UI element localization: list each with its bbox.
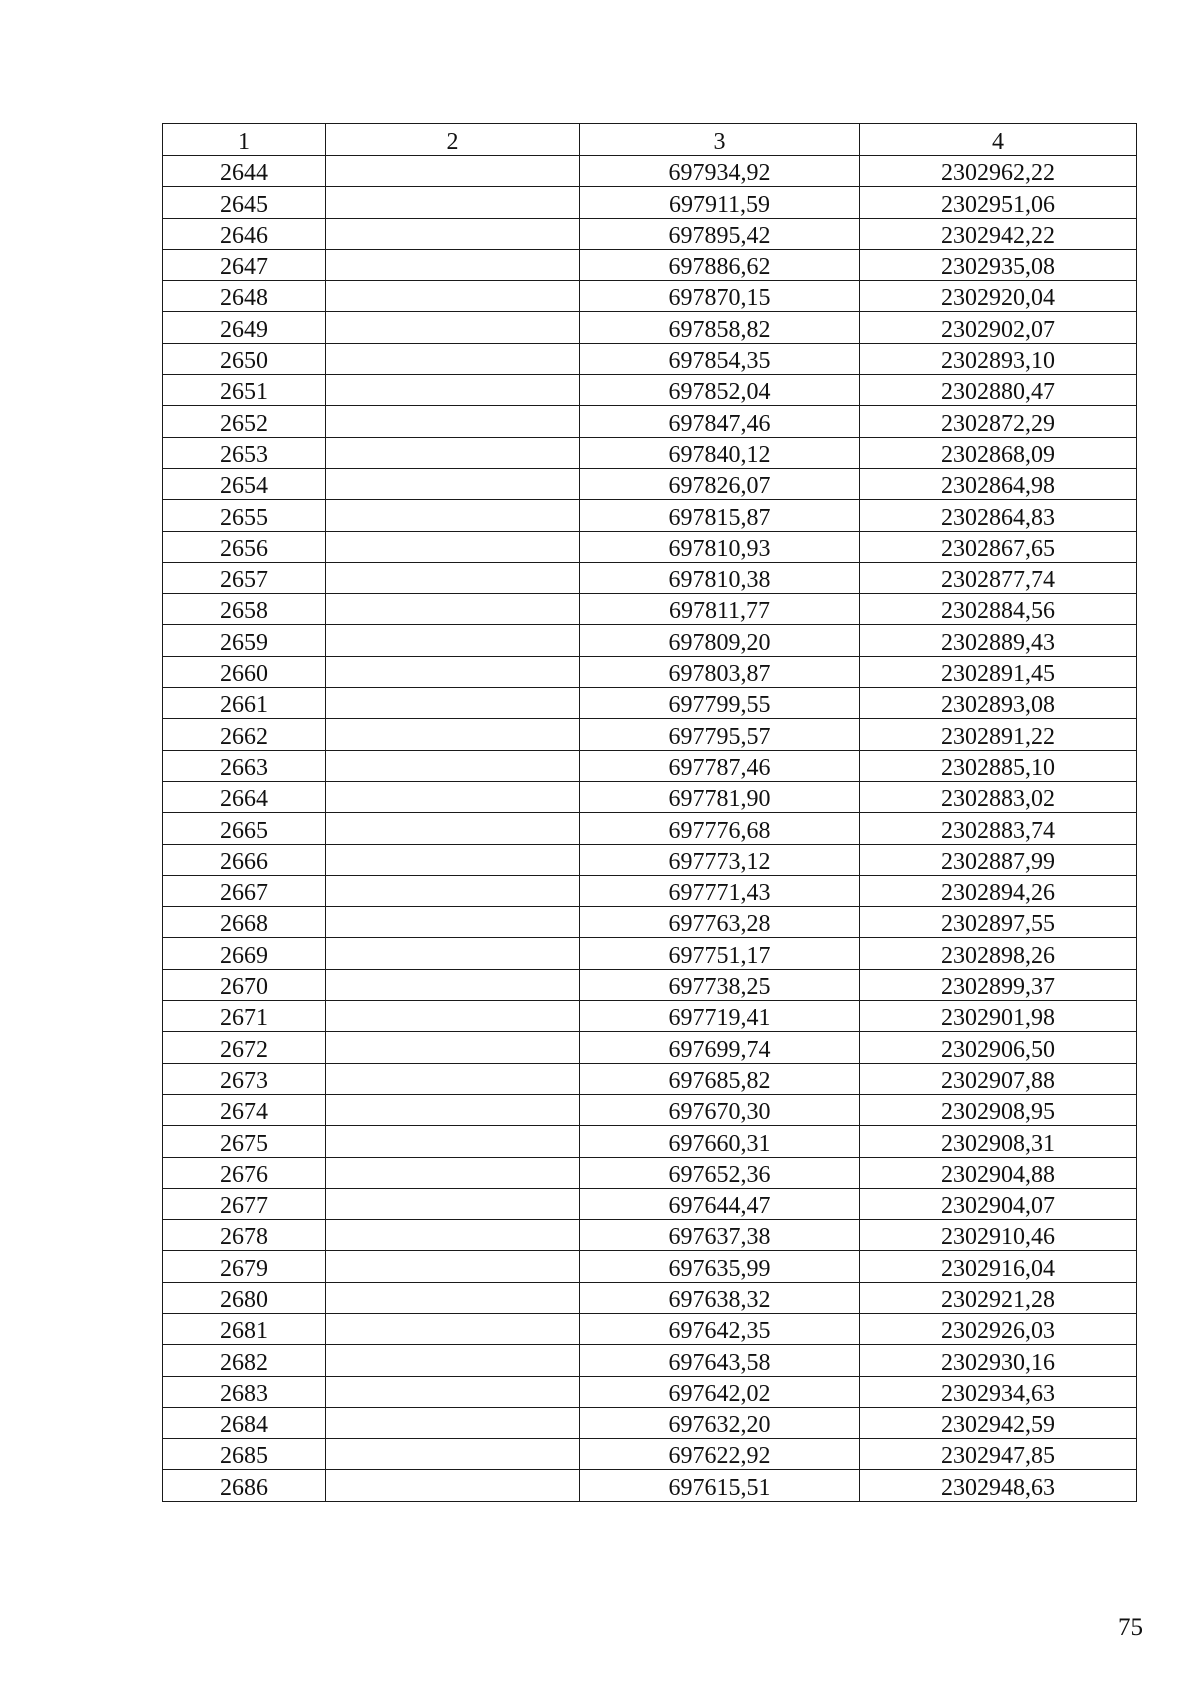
point-number-cell: 2660 [163,656,326,687]
point-number-cell: 2657 [163,562,326,593]
x-coordinate-cell: 697847,46 [580,406,860,437]
table-row [163,406,1137,437]
y-coordinate-cell: 2302880,47 [860,375,1137,406]
y-coordinate-cell: 2302948,63 [860,1470,1137,1501]
point-number-cell: 2663 [163,750,326,781]
point-number-cell: 2675 [163,1126,326,1157]
x-coordinate-cell: 697615,51 [580,1470,860,1501]
x-coordinate-cell: 697642,35 [580,1313,860,1344]
x-coordinate-cell: 697652,36 [580,1157,860,1188]
x-coordinate-cell: 697811,77 [580,594,860,625]
y-coordinate-cell: 2302910,46 [860,1220,1137,1251]
empty-cell [326,594,580,625]
x-coordinate-cell: 697632,20 [580,1407,860,1438]
point-number-cell: 2648 [163,281,326,312]
x-coordinate-cell: 697738,25 [580,969,860,1000]
empty-cell [326,656,580,687]
point-number-cell: 2647 [163,249,326,280]
x-coordinate-cell: 697858,82 [580,312,860,343]
table-row [163,468,1137,499]
empty-cell [326,281,580,312]
table-row [163,656,1137,687]
y-coordinate-cell: 2302864,83 [860,500,1137,531]
y-coordinate-cell: 2302864,98 [860,468,1137,499]
y-coordinate-cell: 2302926,03 [860,1313,1137,1344]
table-row [163,375,1137,406]
x-coordinate-cell: 697670,30 [580,1094,860,1125]
point-number-cell: 2654 [163,468,326,499]
empty-cell [326,156,580,187]
x-coordinate-cell: 697719,41 [580,1001,860,1032]
y-coordinate-cell: 2302899,37 [860,969,1137,1000]
table-row [163,1094,1137,1125]
empty-cell [326,312,580,343]
x-coordinate-cell: 697799,55 [580,688,860,719]
table-header [163,124,1137,156]
point-number-cell: 2650 [163,343,326,374]
empty-cell [326,938,580,969]
point-number-cell: 2678 [163,1220,326,1251]
table-row [163,312,1137,343]
point-number-cell: 2667 [163,875,326,906]
empty-cell [326,218,580,249]
x-coordinate-cell: 697622,92 [580,1439,860,1470]
point-number-cell: 2681 [163,1313,326,1344]
point-number-cell: 2680 [163,1282,326,1313]
table-row [163,1439,1137,1470]
empty-cell [326,625,580,656]
table-row [163,187,1137,218]
empty-cell [326,1439,580,1470]
y-coordinate-cell: 2302885,10 [860,750,1137,781]
empty-cell [326,1282,580,1313]
x-coordinate-cell: 697776,68 [580,813,860,844]
empty-cell [326,1470,580,1501]
table-row [163,1063,1137,1094]
y-coordinate-cell: 2302907,88 [860,1063,1137,1094]
table-row [163,1001,1137,1032]
empty-cell [326,1313,580,1344]
x-coordinate-cell: 697643,58 [580,1345,860,1376]
x-coordinate-cell: 697870,15 [580,281,860,312]
x-coordinate-cell: 697635,99 [580,1251,860,1282]
table-row [163,875,1137,906]
x-coordinate-cell: 697886,62 [580,249,860,280]
table-row [163,281,1137,312]
x-coordinate-cell: 697771,43 [580,875,860,906]
table-row [163,249,1137,280]
point-number-cell: 2679 [163,1251,326,1282]
x-coordinate-cell: 697815,87 [580,500,860,531]
point-number-cell: 2671 [163,1001,326,1032]
y-coordinate-cell: 2302908,95 [860,1094,1137,1125]
point-number-cell: 2683 [163,1376,326,1407]
header-row [163,124,1137,156]
y-coordinate-cell: 2302930,16 [860,1345,1137,1376]
y-coordinate-cell: 2302934,63 [860,1376,1137,1407]
empty-cell [326,187,580,218]
point-number-cell: 2682 [163,1345,326,1376]
table-row [163,844,1137,875]
empty-cell [326,562,580,593]
table-row [163,500,1137,531]
table-row [163,1470,1137,1501]
column-header-1: 1 [163,124,326,156]
empty-cell [326,249,580,280]
point-number-cell: 2673 [163,1063,326,1094]
empty-cell [326,343,580,374]
x-coordinate-cell: 697826,07 [580,468,860,499]
y-coordinate-cell: 2302872,29 [860,406,1137,437]
empty-cell [326,437,580,468]
point-number-cell: 2656 [163,531,326,562]
x-coordinate-cell: 697911,59 [580,187,860,218]
y-coordinate-cell: 2302951,06 [860,187,1137,218]
table-row [163,1376,1137,1407]
x-coordinate-cell: 697810,93 [580,531,860,562]
empty-cell [326,781,580,812]
empty-cell [326,844,580,875]
table-row [163,1126,1137,1157]
x-coordinate-cell: 697803,87 [580,656,860,687]
x-coordinate-cell: 697795,57 [580,719,860,750]
y-coordinate-cell: 2302887,99 [860,844,1137,875]
table-row [163,1313,1137,1344]
x-coordinate-cell: 697773,12 [580,844,860,875]
y-coordinate-cell: 2302942,22 [860,218,1137,249]
y-coordinate-cell: 2302920,04 [860,281,1137,312]
empty-cell [326,907,580,938]
x-coordinate-cell: 697781,90 [580,781,860,812]
x-coordinate-cell: 697840,12 [580,437,860,468]
table-row [163,218,1137,249]
point-number-cell: 2670 [163,969,326,1000]
point-number-cell: 2665 [163,813,326,844]
empty-cell [326,468,580,499]
empty-cell [326,1157,580,1188]
empty-cell [326,1001,580,1032]
empty-cell [326,531,580,562]
point-number-cell: 2658 [163,594,326,625]
point-number-cell: 2672 [163,1032,326,1063]
x-coordinate-cell: 697638,32 [580,1282,860,1313]
y-coordinate-cell: 2302877,74 [860,562,1137,593]
empty-cell [326,1126,580,1157]
empty-cell [326,813,580,844]
x-coordinate-cell: 697660,31 [580,1126,860,1157]
y-coordinate-cell: 2302942,59 [860,1407,1137,1438]
empty-cell [326,1407,580,1438]
y-coordinate-cell: 2302884,56 [860,594,1137,625]
x-coordinate-cell: 697809,20 [580,625,860,656]
point-number-cell: 2645 [163,187,326,218]
table-row [163,781,1137,812]
table-body [163,156,1137,1502]
column-header-3: 3 [580,124,860,156]
y-coordinate-cell: 2302883,02 [860,781,1137,812]
table-row [163,437,1137,468]
point-number-cell: 2644 [163,156,326,187]
empty-cell [326,1032,580,1063]
x-coordinate-cell: 697763,28 [580,907,860,938]
empty-cell [326,875,580,906]
x-coordinate-cell: 697751,17 [580,938,860,969]
table-row [163,531,1137,562]
y-coordinate-cell: 2302891,45 [860,656,1137,687]
empty-cell [326,1063,580,1094]
empty-cell [326,719,580,750]
empty-cell [326,1376,580,1407]
point-number-cell: 2668 [163,907,326,938]
empty-cell [326,406,580,437]
y-coordinate-cell: 2302867,65 [860,531,1137,562]
empty-cell [326,500,580,531]
table-row [163,1188,1137,1219]
table-row [163,1220,1137,1251]
point-number-cell: 2684 [163,1407,326,1438]
x-coordinate-cell: 697810,38 [580,562,860,593]
table-row [163,688,1137,719]
point-number-cell: 2666 [163,844,326,875]
point-number-cell: 2686 [163,1470,326,1501]
page-number: 75 [1118,1614,1143,1641]
x-coordinate-cell: 697642,02 [580,1376,860,1407]
x-coordinate-cell: 697637,38 [580,1220,860,1251]
y-coordinate-cell: 2302868,09 [860,437,1137,468]
empty-cell [326,969,580,1000]
y-coordinate-cell: 2302893,10 [860,343,1137,374]
point-number-cell: 2669 [163,938,326,969]
y-coordinate-cell: 2302904,88 [860,1157,1137,1188]
y-coordinate-cell: 2302891,22 [860,719,1137,750]
y-coordinate-cell: 2302908,31 [860,1126,1137,1157]
table-row [163,562,1137,593]
point-number-cell: 2661 [163,688,326,719]
coordinates-table [162,123,1137,1502]
point-number-cell: 2662 [163,719,326,750]
table-row [163,938,1137,969]
empty-cell [326,688,580,719]
table-row [163,1032,1137,1063]
y-coordinate-cell: 2302898,26 [860,938,1137,969]
y-coordinate-cell: 2302893,08 [860,688,1137,719]
point-number-cell: 2664 [163,781,326,812]
point-number-cell: 2685 [163,1439,326,1470]
y-coordinate-cell: 2302962,22 [860,156,1137,187]
table-row [163,969,1137,1000]
point-number-cell: 2653 [163,437,326,468]
table-row [163,1407,1137,1438]
table-row [163,1251,1137,1282]
y-coordinate-cell: 2302906,50 [860,1032,1137,1063]
y-coordinate-cell: 2302883,74 [860,813,1137,844]
point-number-cell: 2677 [163,1188,326,1219]
point-number-cell: 2649 [163,312,326,343]
x-coordinate-cell: 697699,74 [580,1032,860,1063]
y-coordinate-cell: 2302935,08 [860,249,1137,280]
table-row [163,719,1137,750]
empty-cell [326,1094,580,1125]
empty-cell [326,1220,580,1251]
y-coordinate-cell: 2302894,26 [860,875,1137,906]
table-row [163,750,1137,781]
table-row [163,1157,1137,1188]
empty-cell [326,750,580,781]
x-coordinate-cell: 697787,46 [580,750,860,781]
x-coordinate-cell: 697644,47 [580,1188,860,1219]
y-coordinate-cell: 2302921,28 [860,1282,1137,1313]
x-coordinate-cell: 697685,82 [580,1063,860,1094]
table-row [163,813,1137,844]
point-number-cell: 2652 [163,406,326,437]
point-number-cell: 2655 [163,500,326,531]
y-coordinate-cell: 2302889,43 [860,625,1137,656]
table-row [163,343,1137,374]
x-coordinate-cell: 697854,35 [580,343,860,374]
table-row [163,1282,1137,1313]
table-row [163,1345,1137,1376]
y-coordinate-cell: 2302897,55 [860,907,1137,938]
y-coordinate-cell: 2302901,98 [860,1001,1137,1032]
y-coordinate-cell: 2302947,85 [860,1439,1137,1470]
point-number-cell: 2646 [163,218,326,249]
y-coordinate-cell: 2302916,04 [860,1251,1137,1282]
x-coordinate-cell: 697895,42 [580,218,860,249]
empty-cell [326,1345,580,1376]
x-coordinate-cell: 697934,92 [580,156,860,187]
y-coordinate-cell: 2302904,07 [860,1188,1137,1219]
column-header-2: 2 [326,124,580,156]
point-number-cell: 2659 [163,625,326,656]
point-number-cell: 2676 [163,1157,326,1188]
table-row [163,907,1137,938]
point-number-cell: 2651 [163,375,326,406]
y-coordinate-cell: 2302902,07 [860,312,1137,343]
table-row [163,625,1137,656]
empty-cell [326,1251,580,1282]
empty-cell [326,375,580,406]
column-header-4: 4 [860,124,1137,156]
x-coordinate-cell: 697852,04 [580,375,860,406]
point-number-cell: 2674 [163,1094,326,1125]
table-row [163,594,1137,625]
empty-cell [326,1188,580,1219]
table-row [163,156,1137,187]
